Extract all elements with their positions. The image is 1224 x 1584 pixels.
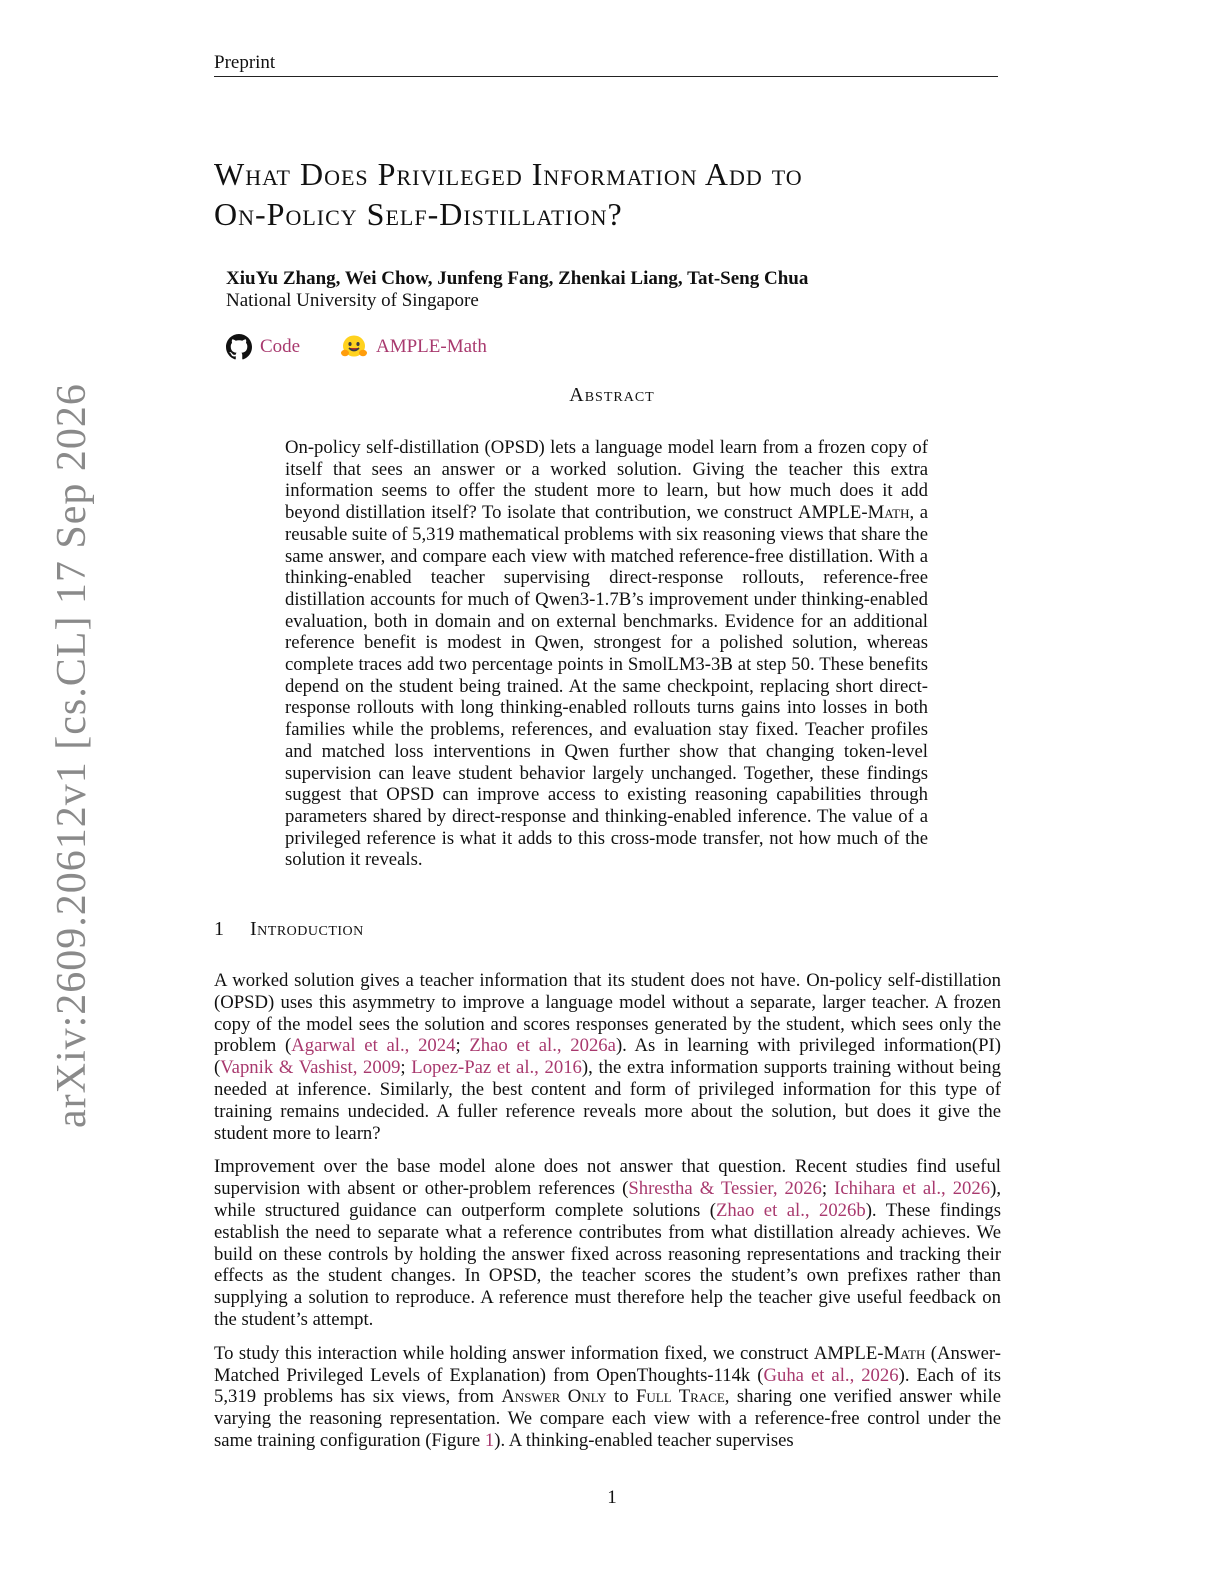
citation-link[interactable]: Ichihara et al., 2026 [834,1178,991,1200]
ample-math-link-label: AMPLE-Math [376,336,487,357]
citation-link[interactable]: Agarwal et al., 2024 [291,1035,456,1057]
intro-paragraph-2 [214,1156,1001,1330]
paragraph-text: A worked solution gives a teacher information that its student does not have. On-policy self-distillation (OPSD) uses this asymmetry to improve a language model without a separate, larger teacher. A frozen copy of the model sees the solution and scores responses generated by the student, which sees only the problem ( [214,970,1001,1057]
paragraph-text: , sharing one verified answer while varying the reasoning representation. We compare each view with a reference-free control under the same training configuration (Figure [214,1386,1001,1451]
running-head: Preprint [214,52,998,77]
dataset-name: AMPLE-Math [813,1342,926,1364]
citation-link[interactable]: Zhao et al., 2026b [715,1199,866,1221]
citation-link[interactable]: Zhao et al., 2026a [469,1035,616,1057]
ample-math-name: AMPLE-Math [798,502,910,524]
paragraph-text: Improvement over the base model alone does not answer that question. Recent studies find useful supervision with absent or other-problem references ( [214,1156,1001,1200]
abstract-part-2: , a reusable suite of 5,319 mathematical problems with six reasoning views that share the same answer, and compare each view with matched reference-free distillation. With a thinking-enabled teacher supervising direct-response rollouts, reference-free distillation accounts for much of Qwen3-1.7B’s improvement under thinking-enabled evaluation, both in domain and on external benchmarks. Evidence for an additional reference benefit is modest in Qwen, strongest for a polished solution, whereas complete traces add two percentage points in SmolLM3-3B at step 50. These benefits depend on the student being trained. At the same checkpoint, replacing short direct-response rollouts with long thinking-enabled rollouts turns gains into losses in both families while the problems, references, and evaluation stay fixed. Teacher profiles and matched loss interventions in Qwen further show that changing token-level supervision can leave student behavior largely unchanged. Together, these findings suggest that OPSD can improve access to existing reasoning capabilities through parameters shared by direct-response and thinking-enabled inference. The value of a privileged reference is what it adds to this cross-mode transfer, not how much of the solution it reveals. [285,502,929,871]
paragraph-text: ). A thinking-enabled teacher supervises [494,1429,794,1451]
abstract-text [285,437,928,871]
affiliation: National University of Singapore [226,290,479,311]
page-number: 1 [607,1487,617,1508]
title-line-2: On-Policy Self-Distillation? [214,196,623,232]
paragraph-text: ), while structured guidance can outperform complete solutions ( [214,1178,1001,1221]
figure-reference-link[interactable]: 1 [484,1429,495,1451]
introduction-body [214,970,1001,1464]
code-link[interactable] [226,334,300,360]
citation-link[interactable]: Shrestha & Tessier, 2026 [628,1178,822,1200]
hugging-face-icon [340,334,368,360]
citation-link[interactable]: Lopez-Paz et al., 2016 [411,1057,582,1079]
title-line-1: What Does Privileged Information Add to [214,156,803,192]
arxiv-identifier: arXiv:2609.20612v1 [cs.CL] 17 Sep 2026 [49,383,95,1128]
section-number: 1 [214,918,225,940]
section-title: Introduction [250,918,364,940]
code-link-label: Code [260,336,301,357]
intro-paragraph-1 [214,970,1001,1144]
ample-math-link[interactable] [340,334,487,360]
view-name: Answer Only [501,1386,607,1408]
paragraph-text: ), the extra information supports training without being needed at inference. Similarly, the best content and form of privileged information for this type of training remains undecided. A fuller reference reveals more about the solution, but does it give the student more to learn? [214,1057,1001,1144]
abstract-heading: Abstract [569,384,655,406]
paragraph-text: (Answer-Matched Privileged Levels of Explanation) from OpenThoughts-114k ( [214,1342,1002,1386]
github-icon [226,334,252,360]
abstract-part-1: On-policy self-distillation (OPSD) lets a language model learn from a frozen copy of itself that sees an answer or a worked solution. Giving the teacher this extra information seems to offer the student more to learn, but how much does it add beyond distillation itself? To isolate that contribution, we construct [285,437,928,524]
paragraph-text: to [606,1386,636,1408]
paragraph-text: ). As in learning with privileged information(PI) ( [214,1035,1001,1079]
separator: ; [821,1178,835,1200]
citation-link[interactable]: Vapnik & Vashist, 2009 [220,1057,401,1079]
author-list: XiuYu Zhang, Wei Chow, Junfeng Fang, Zhenkai Liang, Tat-Seng Chua [226,268,809,289]
separator: ; [400,1057,412,1079]
citation-link[interactable]: Guha et al., 2026 [763,1364,899,1386]
section-heading-introduction [214,918,364,941]
paragraph-text: ). These findings establish the need to separate what a reference contributes from what distillation already achieves. We build on these controls by holding the answer fixed across reasoning representations and tracking their effects as the student changes. In OPSD, the teacher scores the student’s own prefixes rather than supplying a solution to reproduce. A reference must therefore help the teacher give useful feedback on the student’s attempt. [214,1199,1002,1330]
paragraph-text: To study this interaction while holding answer information fixed, we construct [214,1342,814,1364]
view-name: Full Trace [635,1386,725,1408]
paragraph-text: ). Each of its 5,319 problems has six views, from [214,1364,1001,1408]
intro-paragraph-3 [214,1343,1001,1452]
paper-title [214,154,1014,234]
separator: ; [455,1035,470,1057]
